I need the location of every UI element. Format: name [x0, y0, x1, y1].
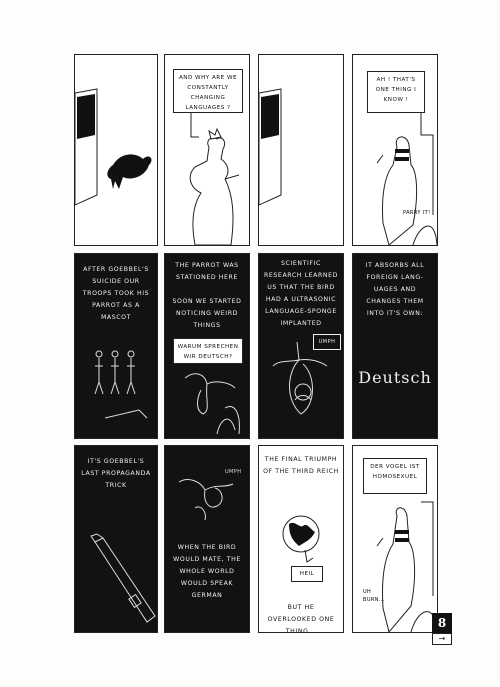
panel-2-3 [258, 253, 344, 439]
panel-1-3 [258, 54, 344, 246]
small-caption: UMPH [225, 469, 242, 475]
parrot-drawing [165, 254, 250, 439]
panel-3-1 [74, 445, 158, 633]
panel-1-1 [74, 54, 158, 246]
panel-1-4 [352, 54, 438, 246]
speech-bubble: AH ! THAT'S ONE THING I KNOW ! [367, 71, 425, 113]
panel-caption: IT'S GOEBBEL'S LAST PROPAGANDA TRICK [81, 458, 151, 489]
mating-parrots-drawing [165, 446, 250, 633]
panel-2-1 [74, 253, 158, 439]
speech-bubble: AND WHY ARE WE CONSTANTLY CHANGING LANGUAGES ? [173, 69, 243, 113]
parrot-figure-drawing [353, 446, 438, 633]
panel-3-3 [258, 445, 344, 633]
panel-caption: THE FINAL TRIUMPH OF THE THIRD REICH [263, 456, 339, 475]
panel-3-2 [164, 445, 250, 633]
panel-1-2 [164, 54, 250, 246]
speech-bubble: HEIL [291, 566, 323, 582]
small-caption: UH BURN... [363, 589, 385, 603]
panel-caption: IT ABSORBS ALL FOREIGN LANG-UAGES AND CHANGES THEM INTO IT'S OWN: [365, 262, 425, 317]
panel-caption: AFTER GOEBBEL'S SUICIDE OUR TROOPS TOOK HIS PARROT AS A MASCOT [82, 266, 150, 321]
pen-drawing [75, 446, 158, 633]
small-caption: PARRY IT! [403, 210, 431, 216]
next-page-arrow[interactable]: → [432, 633, 452, 645]
panel-2-2 [164, 253, 250, 439]
soldiers-drawing [75, 254, 158, 439]
window-drawing [259, 55, 344, 246]
panel-caption: BUT HE OVERLOOKED ONE THING... [267, 604, 335, 633]
parrot-figure-drawing [353, 55, 438, 246]
window-bird-drawing [75, 55, 158, 246]
deutsch-word: Deutsch [358, 368, 432, 387]
speech-bubble: WARUM SPRECHEN WIR DEUTSCH? [173, 338, 243, 364]
panel-3-4 [352, 445, 438, 633]
speech-bubble: UMPH [313, 334, 341, 350]
woman-drawing [165, 55, 250, 246]
parrot-xray-drawing [259, 254, 344, 439]
panel-caption: SCIENTIFIC RESEARCH LEARNED US THAT THE BIRD HAD A ULTRASONIC LANGUAGE-SPONGE IMPLANTED [264, 260, 338, 327]
panel-caption: SOON WE STARTED NOTICING WEIRD THINGS [172, 298, 242, 329]
page-number: 8 [432, 613, 452, 633]
speech-bubble: DER VOGEL IST HOMOSEXUEL [363, 458, 427, 494]
panel-caption: WHEN THE BIRD WOULD MATE, THE WHOLE WORLD WOULD SPEAK GERMAN [173, 544, 241, 599]
panel-caption: THE PARROT WAS STATIONED HERE [175, 262, 239, 281]
panel-2-4 [352, 253, 438, 439]
